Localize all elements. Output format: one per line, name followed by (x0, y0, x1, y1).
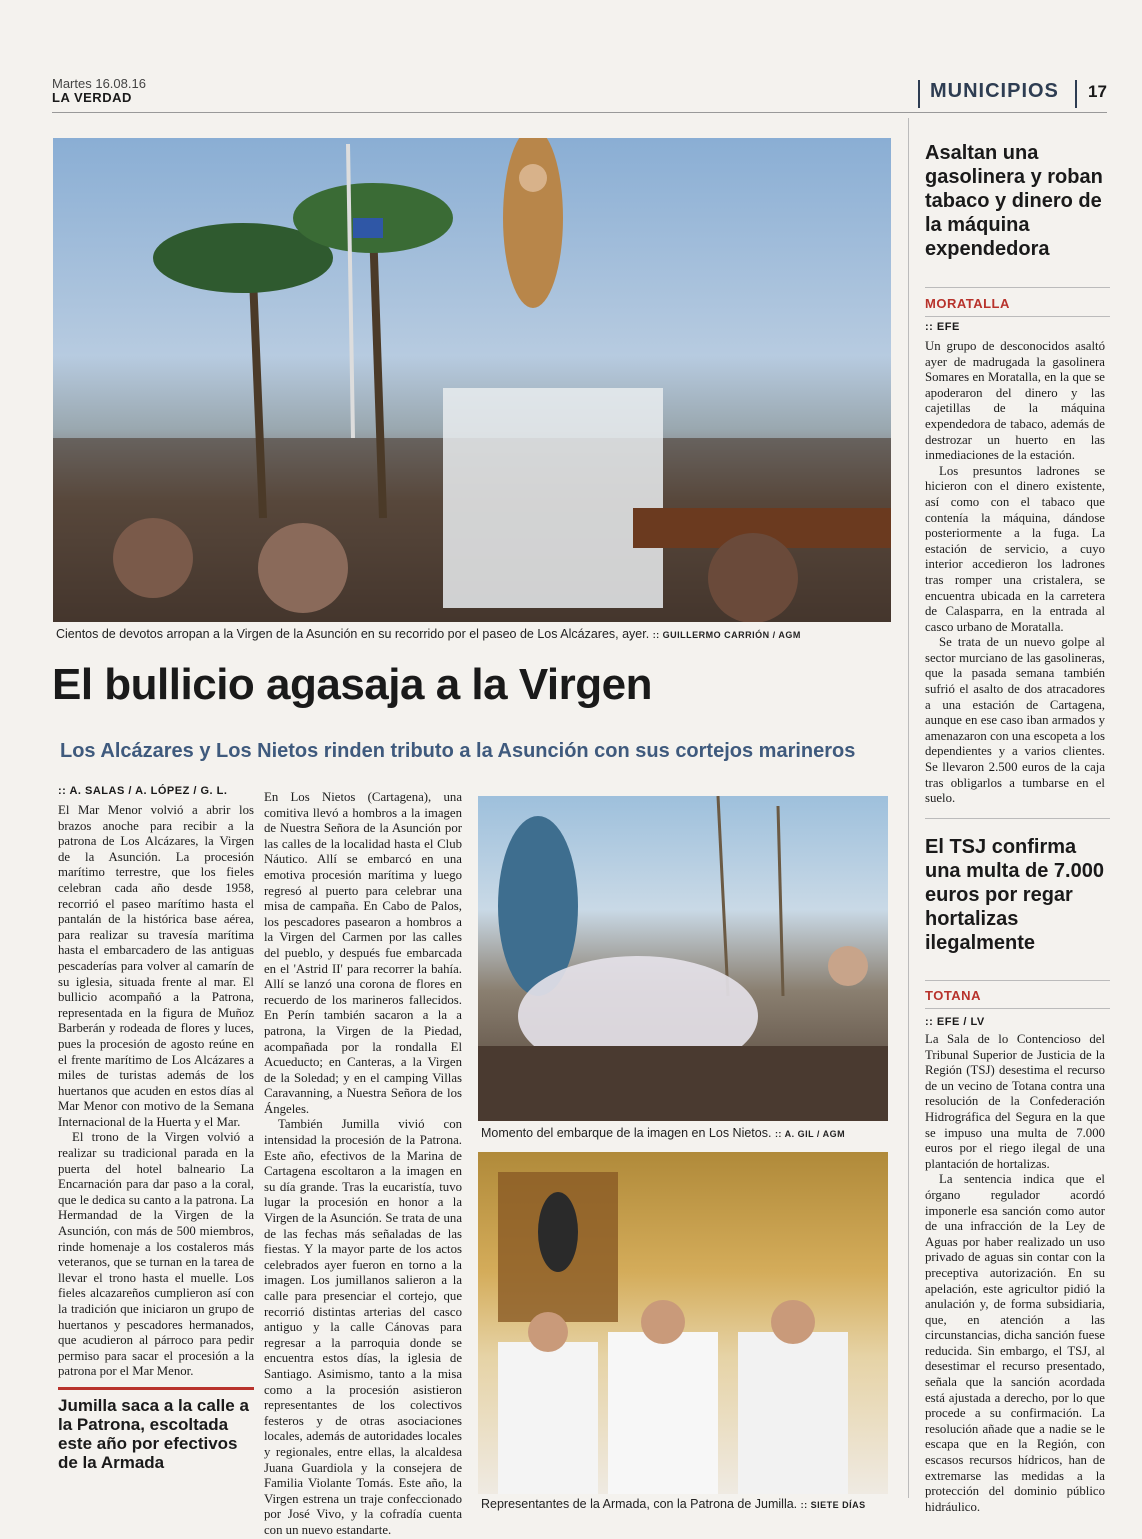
sidebar-agency: :: EFE / LV (925, 1016, 985, 1028)
sidebar-body (925, 1032, 1105, 1515)
paragraph: Un grupo de desconocidos asaltó ayer de madrugada la gasolinera Somares en Moratalla, en la que se apoderaron del dinero y las cajetillas de la máquina expendedora de tabaco, además de destrozar un huerto en las inmediaciones de la estación. (925, 339, 1105, 463)
page-number: 17 (1088, 82, 1107, 101)
header-rule (52, 112, 1107, 113)
sidebar-rule (925, 287, 1110, 288)
boarding-photo (478, 796, 888, 1121)
section-name: MUNICIPIOS (930, 80, 1059, 102)
paragraph: También Jumilla vivió con intensidad la procesión de la Patrona. Este año, efectivos de la Marina de Cartagena escoltaron a la imagen en su día grande. Tras la eucaristía, tuvo lugar la procesión en honor a la Virgen de la Asunción. Se trata de una de las fechas más señaladas de las fiestas. Y la mayor parte de los actos celebrados ayer fueron en torno a la imagen. Los jumillanos salieron a la calle para presenciar el cortejo, que recorrió distintas arterias del casco antiguo y la calle Cánovas para regresar a la parroquia donde se encuentra estos días, la iglesia de Santiago. Asimismo, tanto a la misa como a la procesión asistieron representantes de los colectivos festeros y de otras asociaciones locales, además de autoridades locales y regionales, entre ellas, la alcaldesa Juana Guardiola y la consejera de Familia Violante Tomás. Este año, la Virgen estrena un traje confeccionado por José Vivo, y la cofradía cuenta con un nuevo estandarte. (264, 1117, 462, 1537)
sidebar-location: MORATALLA (925, 296, 1010, 311)
issue-date: Martes 16.08.16 (52, 76, 146, 91)
subheadline: Los Alcázares y Los Nietos rinden tributo a la Asunción con sus cortejos marineros (60, 740, 856, 762)
paragraph: El trono de la Virgen volvió a realizar su tradicional parada en la puerta del hotel balneario La Encarnación para dar paso a la coral, que le dedica su canto a la patrona. La Hermandad de la Virgen de la Asunción, con más de 500 miembros, rinde homenaje a los costaleros más veteranos, que se turnan en la tarea de llevar el trono hasta el muelle. Los fieles alcazareños cumplieron así con la tradición que iniciaron un grupo de huertanos y pescadores hermanados, que acudieron al párroco para pedir permiso para sacar el procesión a la patrona por el Mar Menor. (58, 1130, 254, 1379)
headline: El bullicio agasaja a la Virgen (52, 660, 652, 709)
sidebar-rule (925, 316, 1110, 317)
sidebar-rule (925, 1008, 1110, 1009)
procession-photo-art (53, 138, 891, 622)
photo-caption-text: Momento del embarque de la imagen en Los Nietos. (481, 1126, 772, 1140)
section-divider (918, 80, 920, 108)
photo-caption-text: Cientos de devotos arropan a la Virgen de la Asunción en su recorrido por el paseo de Los Alcázares, ayer. (56, 627, 650, 641)
sidebar-location: TOTANA (925, 988, 981, 1003)
photo-caption-text: Representantes de la Armada, con la Patrona de Jumilla. (481, 1497, 798, 1511)
navy-photo (478, 1152, 888, 1494)
box-title: Jumilla saca a la calle a la Patrona, escoltada este año por efectivos de la Armada (58, 1396, 249, 1472)
paragraph: El Mar Menor volvió a abrir los brazos anoche para recibir a la patrona de Los Alcázares, la Virgen de la Asunción. La procesión marítimo terrestre, que los fieles celebran cada año desde 1958, recorrió el paseo marítimo hasta el pantalán de la histórica base aérea, para realizar su travesía marítima hasta el embarcadero de las antiguas pescaderías para volver al camarín de su iglesia, situada frente al mar. El bullicio acompañó a la Patrona, representada en la figura de Muñoz Barberán y rodeada de flores y luces, pues la procesión de agosto reúne en el frente marítimo de Los Alcázares a miles de turistas además de los huertanos que acuden en estos días al Mar Menor con motivo de la Semana Internacional de la Huerta y el Mar. (58, 803, 254, 1129)
sidebar-headline: El TSJ confirma una multa de 7.000 euros por regar hortalizas ilegalmente (925, 836, 1104, 954)
paragraph: La sentencia indica que el órgano regulador acordó imponerle esa sanción como autor de una infracción de la Ley de Aguas por haber realizado un uso privado de aguas sin contar con la preceptiva autorización. En su apelación, este agricultor pidió la anulación y, de forma subsidiaria, que, en atención a las circunstancias, dicha sanción fuese reducida. Sin embargo, el TSJ, al desestimar el recurso presentado, señala que la sanción acordada está ajustada a derecho, por lo que procede a su confirmación. La resolución añade que a nadie se le escapa que en la Región, con escasos recursos hídricos, han de extremarse las medidas a la protección del dominio público hidráulico. (925, 1172, 1105, 1514)
sidebar-headline: Asaltan una gasolinera y roban tabaco y dinero de la máquina expendedora (925, 142, 1103, 260)
sidebar-rule (925, 980, 1110, 981)
photo-credit: :: GUILLERMO CARRIÓN / AGM (652, 630, 801, 640)
box-rule (58, 1387, 254, 1390)
photo-credit: :: SIETE DÍAS (800, 1500, 866, 1510)
photo-caption (56, 627, 801, 641)
boarding-photo-art (478, 796, 888, 1121)
article-column-2 (264, 790, 462, 1539)
photo-credit: :: A. GIL / AGM (774, 1129, 846, 1139)
sidebar-divider (908, 118, 909, 1498)
section-divider (1075, 80, 1077, 108)
sidebar-agency: :: EFE (925, 321, 960, 333)
sidebar-rule (925, 818, 1110, 819)
paragraph: En Los Nietos (Cartagena), una comitiva llevó a hombros a la imagen de Nuestra Señora de la Asunción por las calles de la localidad hasta el Club Náutico. Allí se embarcó en una emotiva procesión marítima y luego regresó al puerto para celebrar una misa de campaña. En Cabo de Palos, los pescadores pasearon a hombros a la Virgen del Carmen por las calles del pueblo, y después fue embarcada en el 'Astrid II' para recorrer la bahía. Allí se lanzó una corona de flores en recuerdo de los marineros fallecidos. En Perín también sacaron a la a patrona, la Virgen de la Piedad, acompañada por la rondalla El Acueducto; en Canteras, a la Virgen de la Soledad; y en el camping Villas Caravanning, a Nuestra Señora de los Ángeles. (264, 790, 462, 1116)
newspaper-name: LA VERDAD (52, 90, 132, 105)
sidebar-body (925, 339, 1105, 807)
paragraph: Los presuntos ladrones se hicieron con el dinero existente, así como con el tabaco que contenía la máquina, dándose posteriormente a la fuga. La estación de servicio, a cuyo interior accedieron los ladrones tras romper una cristalera, se encuentra ubicada en la carretera de Calasparra, en la entrada al casco urbano de Moratalla. (925, 463, 1105, 634)
article-column-1 (58, 803, 254, 1380)
byline: :: A. SALAS / A. LÓPEZ / G. L. (58, 785, 228, 797)
photo-caption (481, 1126, 845, 1140)
procession-photo (53, 138, 891, 622)
paragraph: Se trata de un nuevo golpe al sector murciano de las gasolineras, que la pasada semana también sufrió el asalto de dos atracadores a una estación de Cartagena, aunque en ese caso iban armados y amenazaron con una escopeta a los dependientes y a varios clientes. Se llevaron 2.500 euros de la caja tras obligarlos a tumbarse en el suelo. (925, 635, 1105, 806)
paragraph: La Sala de lo Contencioso del Tribunal Superior de Justicia de la Región (TSJ) desestima el recurso de un vecino de Totana contra una resolución de la Confederación Hidrográfica del Segura en la que se impuso una multa de 7.000 euros por el riego ilegal de una plantación de hortalizas. (925, 1032, 1105, 1171)
photo-caption (481, 1497, 866, 1511)
navy-photo-art (478, 1152, 888, 1494)
